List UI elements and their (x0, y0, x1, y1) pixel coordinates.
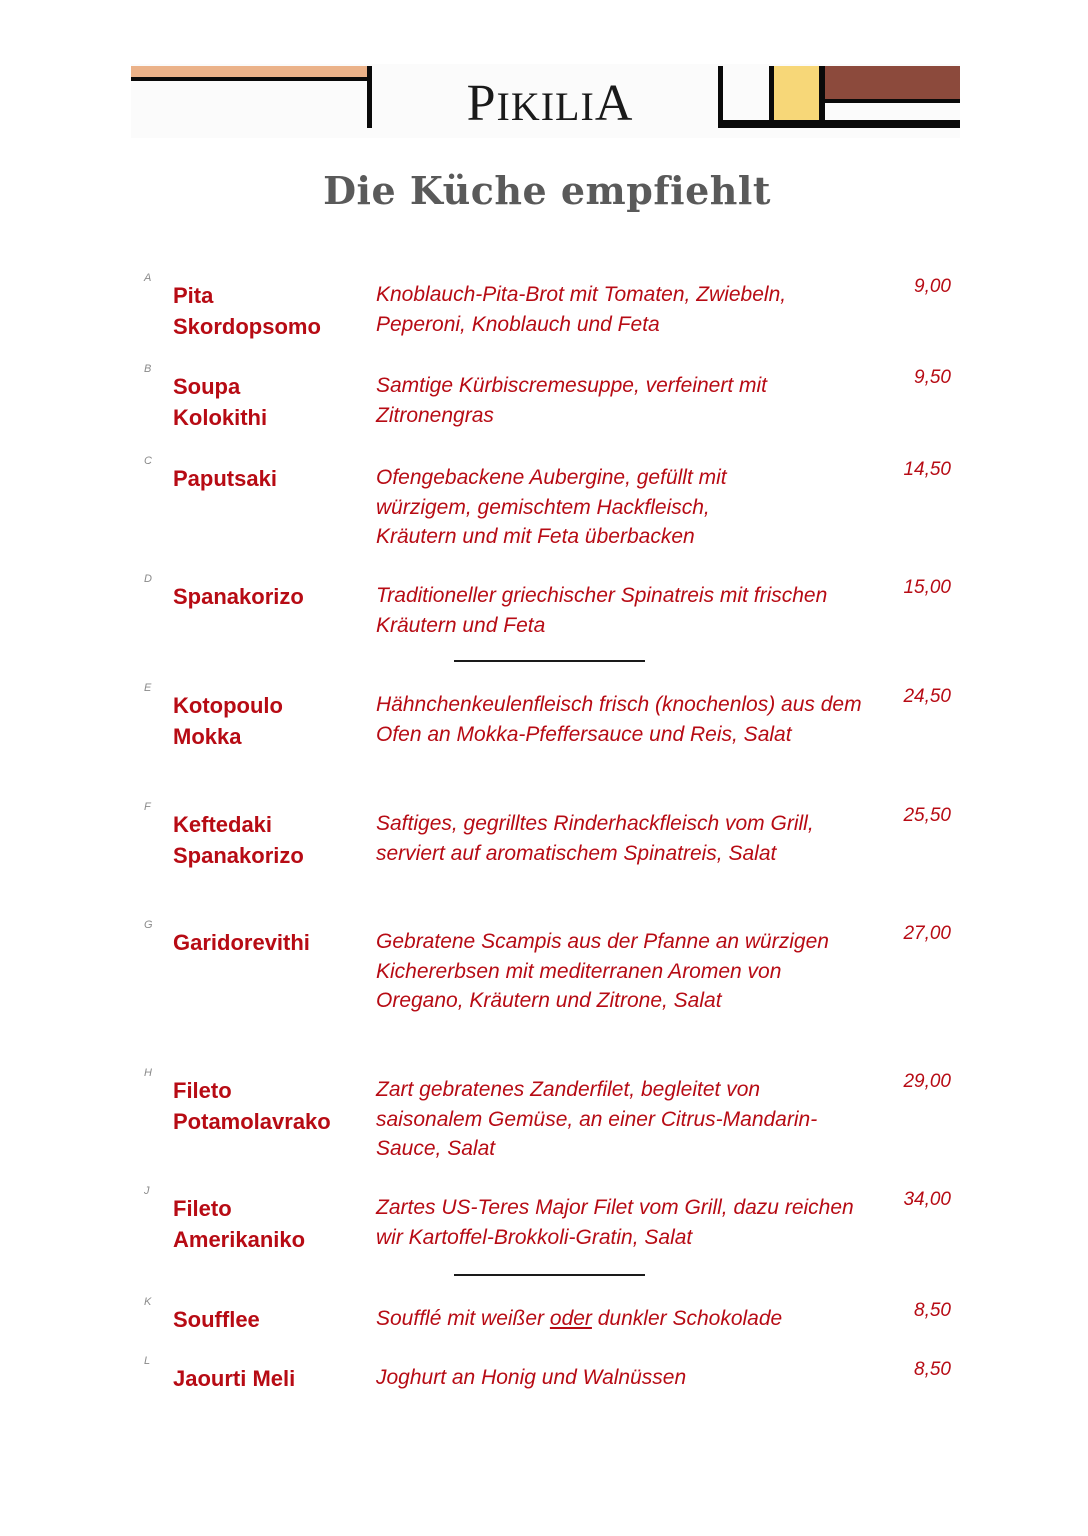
item-name: Soufflee (173, 1307, 260, 1332)
item-name: Kotopoulo Mokka (173, 693, 283, 749)
item-name: Fileto Amerikaniko (173, 1196, 306, 1252)
item-description: Knoblauch-Pita-Brot mit Tomaten, Zwiebeln, Peperoni, Knoblauch und Feta (376, 283, 787, 336)
item-price: 9,50 (914, 367, 951, 388)
description-part: dunkler Schokolade (591, 1307, 783, 1330)
item-price: 8,50 (914, 1359, 951, 1380)
section-separator (454, 660, 645, 662)
logo-left-vertical-line (367, 66, 372, 128)
item-name: Soupa Kolokithi (173, 374, 268, 430)
logo-right-mid-line (825, 99, 960, 103)
logo-yellow-block (774, 66, 819, 120)
item-letter: L (144, 1355, 151, 1367)
item-description: Samtige Kürbiscremesuppe, verfeinert mit Zitronengras (376, 374, 767, 427)
item-description: Gebratene Scampis aus der Pfanne an würzigen Kichererbsen mit mediterranen Aromen von Oregano, Kräutern und Zitrone, Salat (376, 930, 829, 1012)
item-letter: G (144, 919, 153, 931)
wordmark-last-letter: A (594, 75, 634, 132)
logo-left-horizontal-line (131, 77, 372, 81)
item-price: 25,50 (903, 805, 951, 826)
item-price: 14,50 (903, 459, 951, 480)
item-letter: B (144, 363, 152, 375)
item-price: 15,00 (903, 577, 951, 598)
item-letter: H (144, 1067, 152, 1079)
item-letter: C (144, 455, 152, 467)
item-description: Traditioneller griechischer Spinatreis mit frischen Kräutern und Feta (376, 584, 828, 637)
item-price: 8,50 (914, 1300, 951, 1321)
item-name: Jaourti Meli (173, 1366, 296, 1391)
item-description: Zart gebratenes Zanderfilet, begleitet von saisonalem Gemüse, an einer Citrus-Mandarin-Sauce, Salat (376, 1078, 818, 1160)
item-description: Zartes US-Teres Major Filet vom Grill, dazu reichen wir Kartoffel-Brokkoli-Gratin, Salat (376, 1196, 854, 1249)
item-letter: A (144, 272, 152, 284)
logo-right-bottom-line (718, 120, 960, 128)
item-price: 27,00 (903, 923, 951, 944)
wordmark-first-letter: P (466, 75, 497, 132)
item-name: Keftedaki Spanakorizo (173, 812, 304, 868)
wordmark-middle: IKILI (496, 84, 595, 129)
item-price: 29,00 (903, 1071, 951, 1092)
logo-header (0, 0, 1088, 150)
item-letter: J (144, 1185, 150, 1197)
item-letter: K (144, 1296, 152, 1308)
item-price: 9,00 (914, 276, 951, 297)
item-price: 24,50 (903, 686, 951, 707)
brand-wordmark (430, 74, 670, 137)
item-description: Ofengebackene Aubergine, gefüllt mit würzigem, gemischtem Hackfleisch, Kräutern und mit Feta überbacken (376, 466, 727, 548)
item-description: Hähnchenkeulenfleisch frisch (knochenlos) aus dem Ofen an Mokka-Pfeffersauce und Reis, Salat (376, 693, 862, 746)
item-letter: F (144, 801, 151, 813)
description-part: Soufflé mit weißer (376, 1307, 550, 1330)
logo-right-vertical-line-1 (718, 66, 723, 128)
item-name: Fileto Potamolavrako (173, 1078, 331, 1134)
item-name: Garidorevithi (173, 930, 310, 955)
description-underlined: oder (549, 1307, 592, 1330)
page-title: Die Küche empfiehlt (323, 168, 771, 213)
item-letter: D (144, 573, 152, 585)
item-letter: E (144, 682, 152, 694)
item-name: Pita Skordopsomo (173, 283, 321, 339)
item-name: Spanakorizo (173, 584, 304, 609)
item-description: Saftiges, gegrilltes Rinderhackfleisch vom Grill, serviert auf aromatischem Spinatreis, Salat (376, 812, 814, 865)
item-price: 34,00 (903, 1189, 951, 1210)
section-separator (454, 1274, 645, 1276)
logo-brown-block (825, 66, 960, 99)
logo-peach-bar (131, 66, 367, 77)
item-name: Paputsaki (173, 466, 277, 491)
item-description (376, 1304, 896, 1334)
item-description: Joghurt an Honig und Walnüssen (376, 1366, 687, 1389)
